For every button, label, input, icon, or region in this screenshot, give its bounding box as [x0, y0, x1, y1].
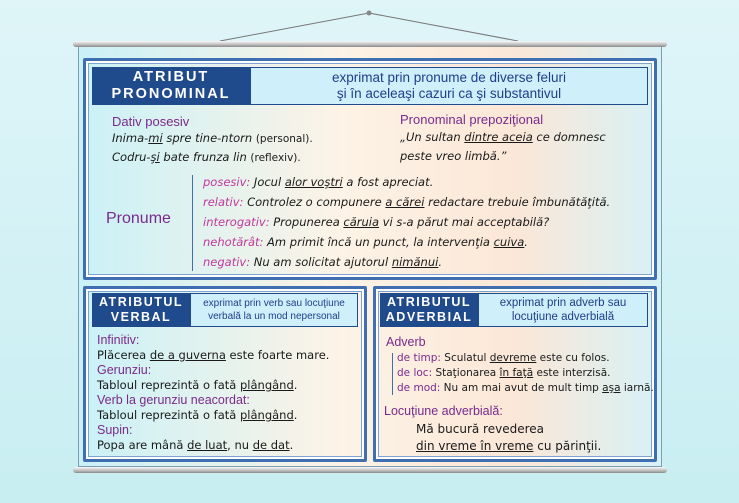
pronominal-description: exprimat prin pronume de diverse feluri şi în aceleaşi cazuri ca şi substantivul: [250, 67, 648, 105]
verbal-description: exprimat prin verb sau locuţiune verbală la un mod nepersonal: [190, 293, 358, 327]
locutiune-heading: Locuţiune adverbială:: [384, 404, 503, 418]
pronume-label: Pronume: [106, 210, 171, 227]
locutiune-example-2: din vreme în vreme cu părinţii.: [416, 439, 602, 453]
infinitiv-example: Plăcerea de a guverna este foarte mare.: [97, 348, 330, 362]
prepozitional-example-2: peste vreo limbă.”: [400, 149, 507, 163]
supin-example: Popa are mână de luat, nu de dat.: [97, 438, 294, 452]
dativ-example-2: Codru-şi bate frunza lin (reflexiv).: [112, 150, 301, 164]
pronume-type-interogativ: interogativ: Propunerea căruia vi s-a părut mai acceptabilă?: [203, 215, 550, 229]
gerunziu-example: Tabloul reprezintă o fată plângând.: [97, 378, 298, 392]
adverbial-title: ATRIBUTUL ADVERBIAL: [380, 293, 478, 327]
gerunziu-heading: Gerunziu:: [97, 363, 152, 377]
pronume-type-negativ: negativ: Nu am solicitat ajutorul nimănui.: [203, 255, 442, 269]
infinitiv-heading: Infinitiv:: [97, 333, 140, 347]
bottom-rod: [73, 467, 667, 473]
pronume-type-nehotarat: nehotărât: Am primit încă un punct, la intervenţia cuiva.: [203, 235, 528, 249]
dativ-example-1: Inima-mi spre tine-ntorn (personal).: [112, 131, 313, 145]
pronume-bracket: [192, 175, 193, 271]
dativ-heading: Dativ posesiv: [112, 114, 190, 129]
locutiune-example-1: Mă bucură revederea: [416, 422, 544, 436]
adverbial-description: exprimat prin adverb sau locuţiune adverbială: [478, 293, 648, 327]
gerunziu-neacordat-example: Tabloul reprezintă o fată plângând.: [97, 408, 298, 422]
supin-heading: Supin:: [97, 423, 133, 437]
pronume-type-relativ: relativ: Controlez o compunere a cărei redactare trebuie îmbunătăţită.: [203, 195, 611, 209]
pronominal-title: ATRIBUT PRONOMINAL: [92, 67, 250, 105]
top-rod: [73, 41, 667, 47]
gerunziu-neacordat-heading: Verb la gerunziu neacordat:: [97, 393, 250, 407]
pronume-type-posesiv: posesiv: Jocul alor voştri a fost apreciat.: [203, 175, 434, 189]
verbal-title: ATRIBUTUL VERBAL: [92, 293, 190, 327]
adverb-heading: Adverb: [386, 335, 426, 349]
prepozitional-heading: Pronominal prepoziţional: [400, 112, 544, 127]
adverb-bracket: [392, 353, 393, 395]
prepozitional-example-1: „Un sultan dintre aceia ce domnesc: [400, 130, 606, 144]
adverb-de-loc: de loc: Staţionarea în faţă este interzisă.: [397, 367, 611, 379]
adverb-de-mod: de mod: Nu am mai avut de mult timp aşa iarnă.: [397, 382, 654, 394]
adverb-de-timp: de timp: Sculatul devreme este cu folos.: [397, 352, 610, 364]
